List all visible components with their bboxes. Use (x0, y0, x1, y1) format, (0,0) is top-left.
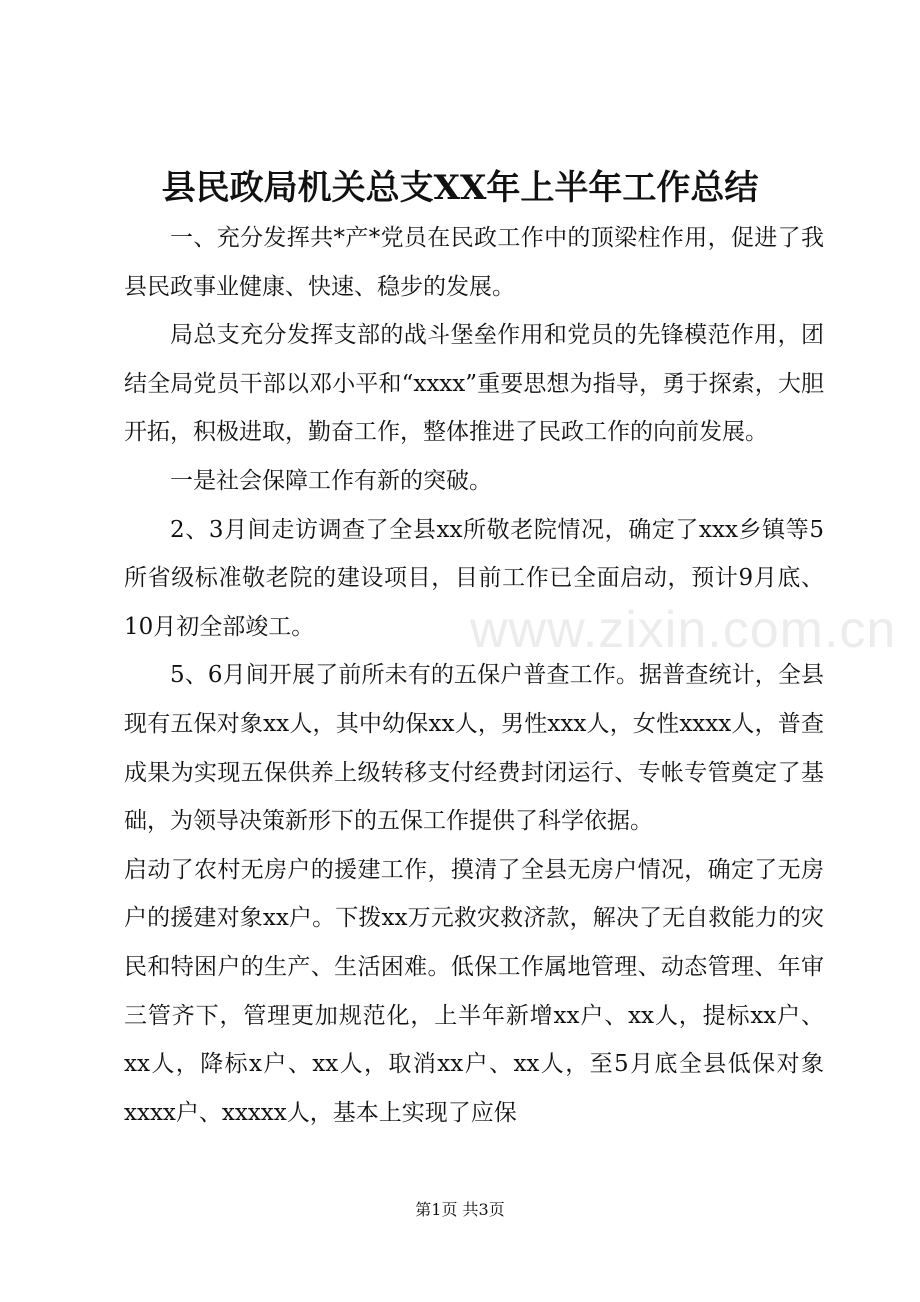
document-body (124, 214, 824, 1137)
paragraph-3: 一是社会保障工作有新的突破。 (170, 467, 492, 494)
paragraph-5: 5、6月间开展了前所未有的五保户普查工作。据普查统计，全县现有五保对象xx人，其中幼保xx人，男性xxx人，女性xxxx人，普查成果为实现五保供养上级转移支付经费封闭运行、专帐专管奠定了基础，为领导决策新形下的五保工作提供了科学依据。 (124, 662, 824, 835)
page-footer: 第1页 共3页 (415, 1200, 505, 1219)
paragraph-2: 局总支充分发挥支部的战斗堡垒作用和党员的先锋模范作用，团结全局党员干部以邓小平和“xxxx”重要思想为指导，勇于探索，大胆开拓，积极进取，勤奋工作，整体推进了民政工作的向前发展。 (124, 322, 824, 446)
paragraph-1: 一、充分发挥共*产*党员在民政工作中的顶梁柱作用，促进了我县民政事业健康、快速、稳步的发展。 (124, 225, 824, 300)
document-title: 县民政局机关总支XX年上半年工作总结 (161, 168, 759, 208)
paragraph-6: 启动了农村无房户的援建工作，摸清了全县无房户情况，确定了无房户的援建对象xx户。下拨xx万元救灾救济款，解决了无自救能力的灾民和特困户的生产、生活困难。低保工作属地管理、动态管理、年审三管齐下，管理更加规范化，上半年新增xx户、xx人，提标xx户、xx人，降标x户、xx人，取消xx户、xx人，至5月底全县低保对象xxxx户、xxxxx人，基本上实现了应保 (124, 856, 824, 1126)
paragraph-4: 2、3月间走访调查了全县xx所敬老院情况，确定了xxx乡镇等5所省级标准敬老院的建设项目，目前工作已全面启动，预计9月底、10月初全部竣工。 (124, 516, 824, 640)
watermark: www.zixin.com.cn (470, 601, 897, 659)
